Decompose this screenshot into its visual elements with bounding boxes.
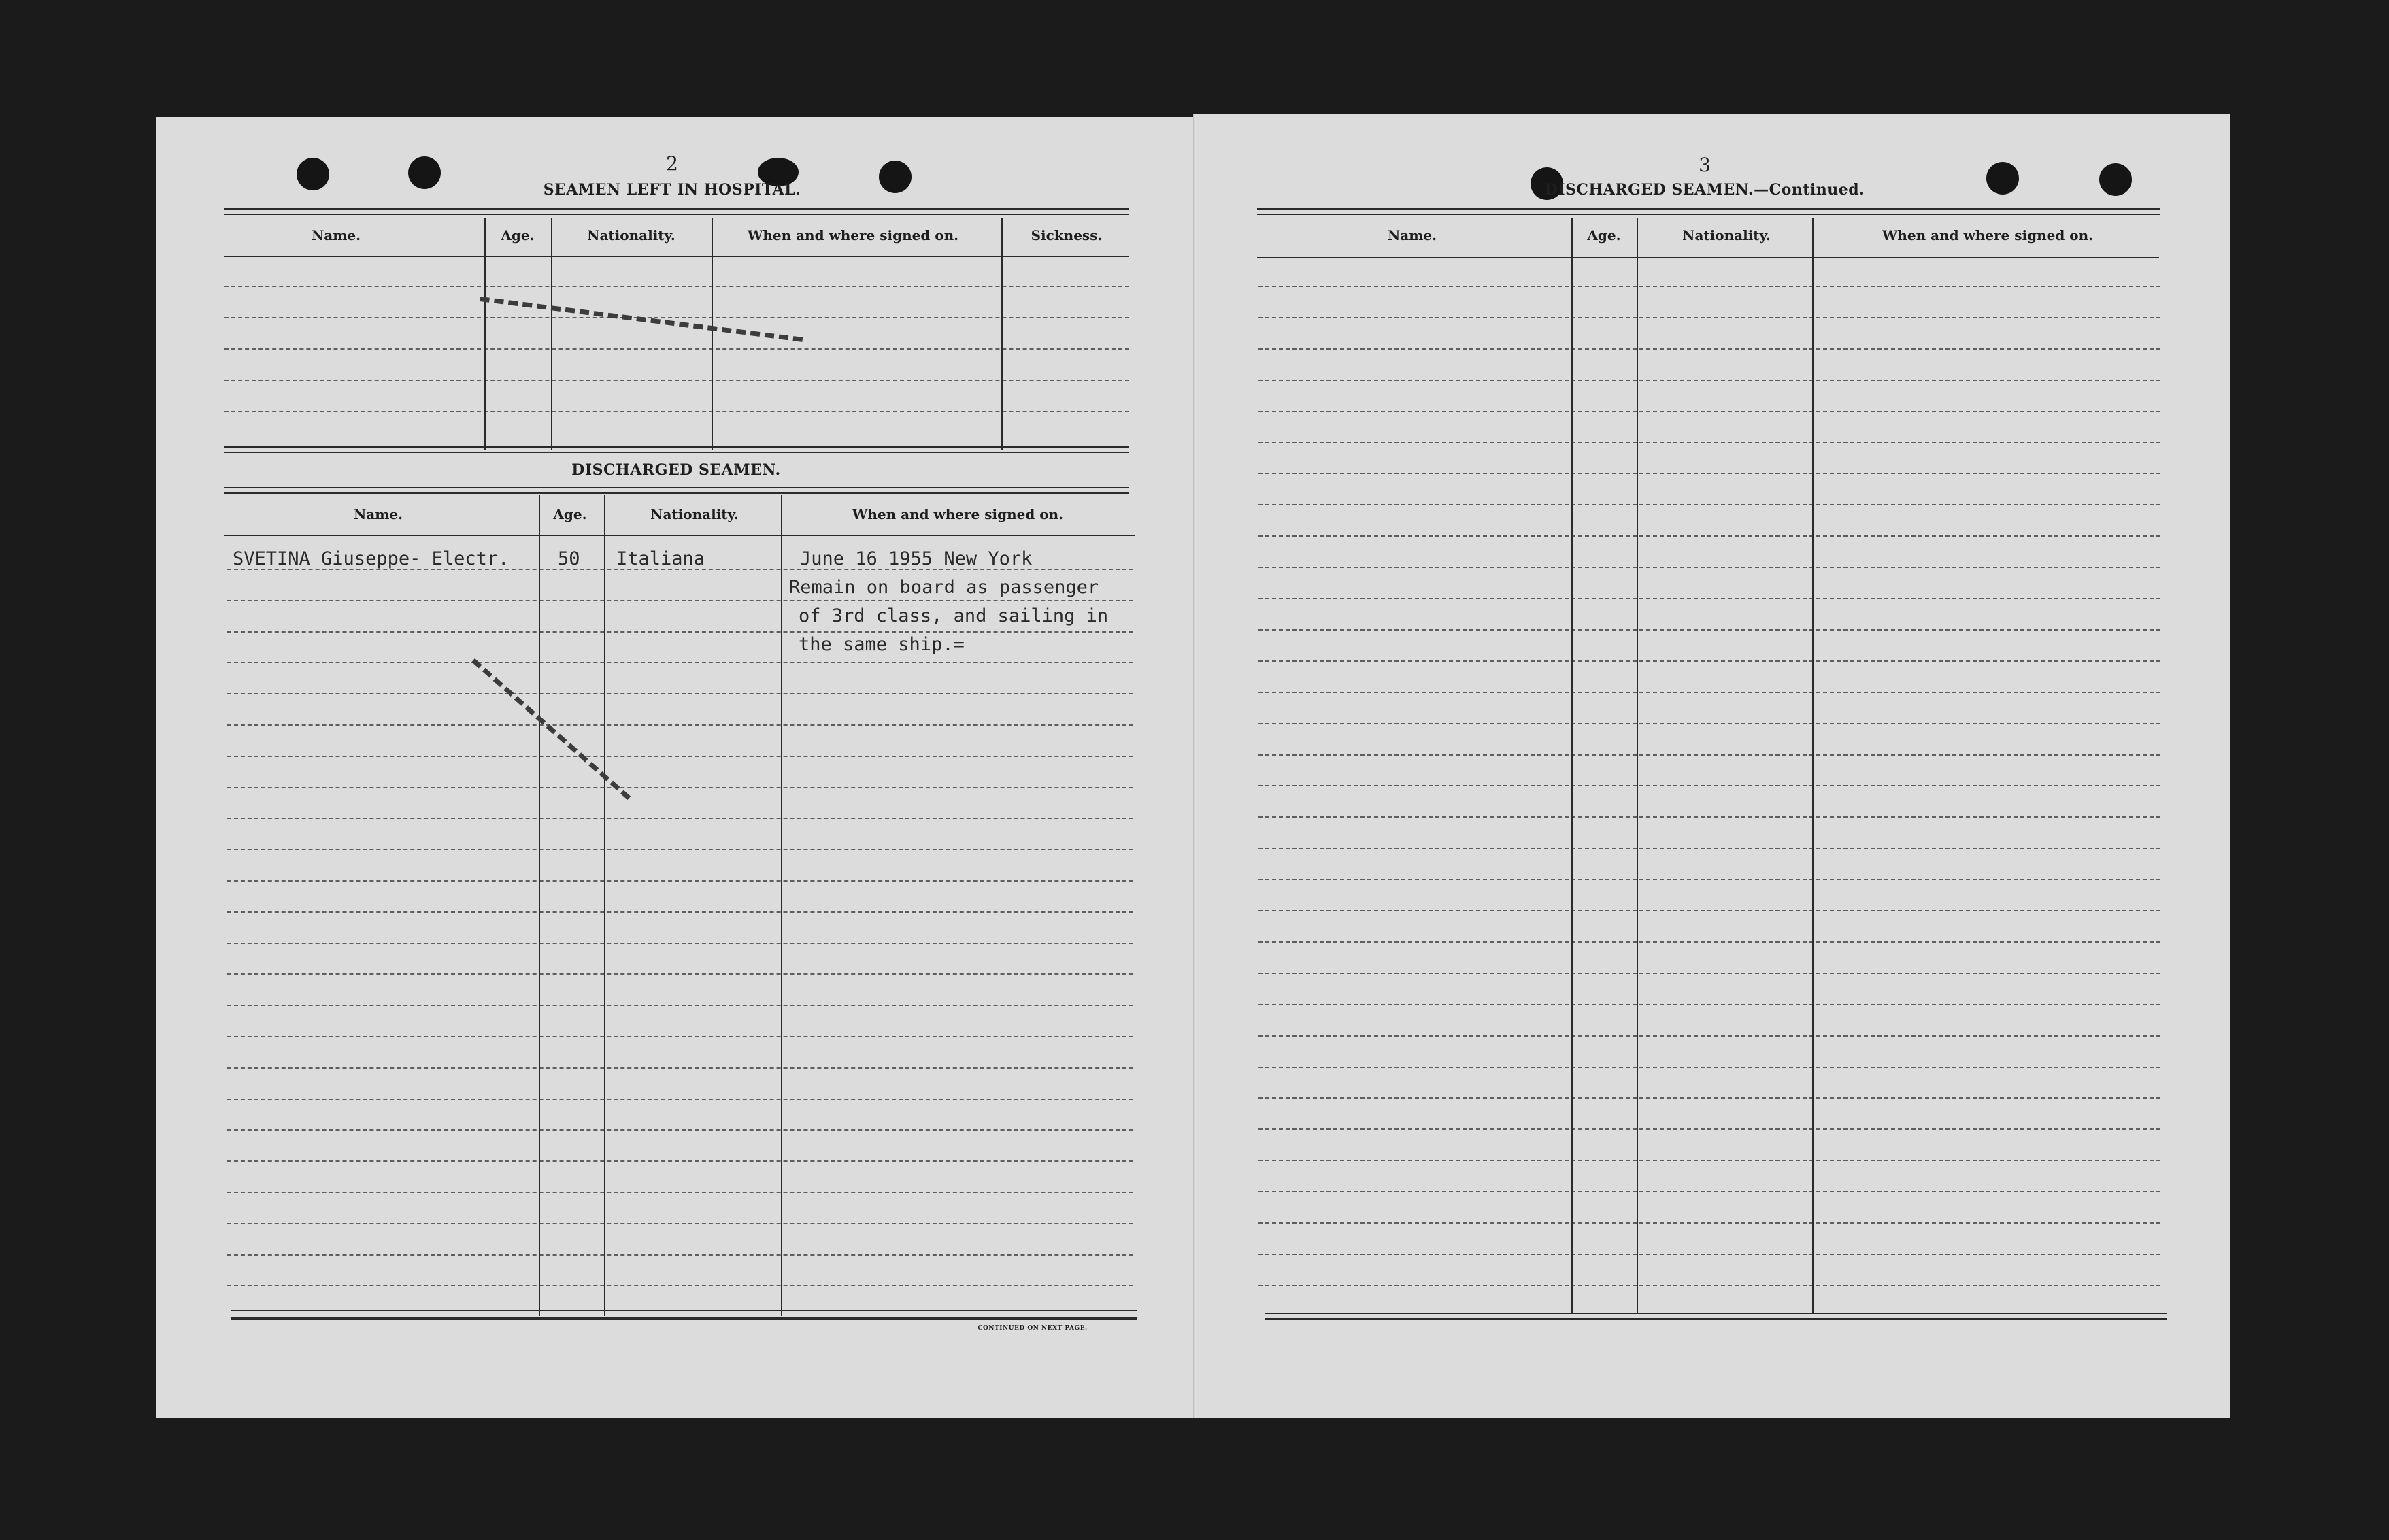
ruled-line <box>1258 879 2160 880</box>
ruled-line <box>227 1129 1133 1131</box>
ruled-line <box>227 1067 1133 1069</box>
rule <box>224 492 1129 494</box>
ruled-line <box>227 973 1133 975</box>
ruled-line <box>1258 1191 2160 1192</box>
signed-on-date-place: June 16 1955 New York <box>800 548 1033 569</box>
remark-line: of 3rd class, and sailing in <box>799 605 1109 626</box>
hospital-section-title: SEAMEN LEFT IN HOSPITAL. <box>543 181 801 199</box>
ruled-line <box>1258 473 2160 474</box>
column-divider <box>604 495 605 1316</box>
column-divider <box>712 218 713 450</box>
ruled-line <box>1258 348 2160 350</box>
column-divider <box>1001 218 1003 450</box>
ruled-line <box>1258 1285 2160 1286</box>
punch-hole <box>1986 162 2019 195</box>
rule <box>1265 1318 2167 1320</box>
ruled-line <box>227 787 1133 788</box>
rule <box>224 446 1129 448</box>
rule <box>224 214 1129 215</box>
ruled-line <box>227 1036 1133 1037</box>
rule <box>1257 257 2159 258</box>
ruled-line <box>1258 1004 2160 1005</box>
ruled-line <box>227 1160 1133 1162</box>
ruled-line <box>227 724 1133 726</box>
ruled-line <box>227 1192 1133 1193</box>
ruled-line <box>227 600 1133 601</box>
ruled-line <box>1258 1222 2160 1224</box>
ruled-line <box>227 1254 1133 1256</box>
rule <box>224 256 1129 257</box>
ruled-line <box>224 411 1129 412</box>
rule <box>224 452 1129 453</box>
ruled-line <box>1258 785 2160 786</box>
column-divider <box>1637 218 1638 1314</box>
column-divider <box>539 495 540 1316</box>
ruled-line <box>1258 848 2160 849</box>
ruled-line <box>1258 1035 2160 1037</box>
ruled-line <box>227 693 1133 694</box>
ruled-line <box>1258 692 2160 693</box>
column-header-age: Age. <box>1587 227 1621 244</box>
page-number: 3 <box>1699 154 1711 176</box>
column-header-signed-on: When and where signed on. <box>747 227 959 244</box>
page-number: 2 <box>666 152 678 175</box>
ruled-line <box>1258 941 2160 943</box>
column-divider <box>1812 218 1814 1314</box>
ruled-line <box>1258 535 2160 537</box>
column-header-signed-on: When and where signed on. <box>1882 227 2094 244</box>
right-section-title: DISCHARGED SEAMEN.—Continued. <box>1544 181 1865 199</box>
ruled-line <box>1258 286 2160 287</box>
seaman-name: SVETINA Giuseppe- Electr. <box>233 548 509 569</box>
column-header-name: Name. <box>1387 227 1437 244</box>
ruled-line <box>1258 380 2160 381</box>
rule <box>224 208 1129 210</box>
ruled-line <box>1258 442 2160 443</box>
ruled-line <box>1258 660 2160 662</box>
punch-hole <box>408 156 441 189</box>
ruled-line <box>227 662 1133 663</box>
column-divider <box>1571 218 1573 1314</box>
ruled-line <box>227 880 1133 882</box>
ruled-line <box>1258 317 2160 318</box>
ruled-line <box>1258 754 2160 756</box>
ruled-line <box>1258 1067 2160 1068</box>
ruled-line <box>1258 1254 2160 1255</box>
ruled-line <box>224 286 1129 287</box>
ruled-line <box>1258 567 2160 568</box>
ruled-line <box>1258 629 2160 631</box>
column-divider <box>781 495 782 1316</box>
ruled-line <box>1258 598 2160 599</box>
ruled-line <box>227 756 1133 757</box>
column-header-name: Name. <box>311 227 361 244</box>
ruled-line <box>1258 1128 2160 1130</box>
remark-line: Remain on board as passenger <box>789 577 1099 598</box>
punch-hole <box>297 158 329 190</box>
rule <box>231 1310 1137 1311</box>
continued-note: CONTINUED ON NEXT PAGE. <box>978 1325 1088 1332</box>
rule <box>224 535 1135 536</box>
ruled-line <box>227 1005 1133 1006</box>
ruled-line <box>1258 1097 2160 1099</box>
ruled-line <box>1258 1160 2160 1161</box>
rule <box>224 487 1129 488</box>
ruled-line <box>1258 816 2160 818</box>
ruled-line <box>224 348 1129 350</box>
discharged-section-title: DISCHARGED SEAMEN. <box>571 461 781 479</box>
column-header-nationality: Nationality. <box>650 506 739 522</box>
remark-line: the same ship.= <box>799 634 965 655</box>
column-header-nationality: Nationality. <box>1682 227 1771 244</box>
column-header-age: Age. <box>553 506 587 522</box>
ruled-line <box>224 317 1129 318</box>
ruled-line <box>1258 504 2160 505</box>
ruled-line <box>227 943 1133 944</box>
ruled-line <box>227 911 1133 913</box>
rule <box>231 1317 1137 1320</box>
ruled-line <box>227 1099 1133 1100</box>
rule <box>1265 1313 2167 1314</box>
column-header-age: Age. <box>501 227 535 244</box>
column-header-nationality: Nationality. <box>587 227 675 244</box>
column-divider <box>484 218 486 450</box>
ruled-line <box>227 849 1133 850</box>
ruled-line <box>1258 973 2160 974</box>
column-header-name: Name. <box>353 506 403 522</box>
column-header-signed-on: When and where signed on. <box>852 506 1064 522</box>
rule <box>1257 208 2160 210</box>
ruled-line <box>224 380 1129 381</box>
ruled-line <box>227 631 1133 633</box>
ruled-line <box>1258 411 2160 412</box>
seaman-age: 50 <box>558 548 580 569</box>
ruled-line <box>227 1285 1133 1286</box>
rule <box>1257 214 2160 215</box>
seaman-nationality: Italiana <box>616 548 705 569</box>
column-divider <box>551 218 552 450</box>
punch-hole <box>2099 163 2132 196</box>
ruled-line <box>227 1223 1133 1224</box>
punch-hole <box>879 161 912 193</box>
ruled-line <box>1258 723 2160 724</box>
ruled-line <box>1258 910 2160 911</box>
ruled-line <box>227 818 1133 819</box>
column-header-sickness: Sickness. <box>1031 227 1103 244</box>
